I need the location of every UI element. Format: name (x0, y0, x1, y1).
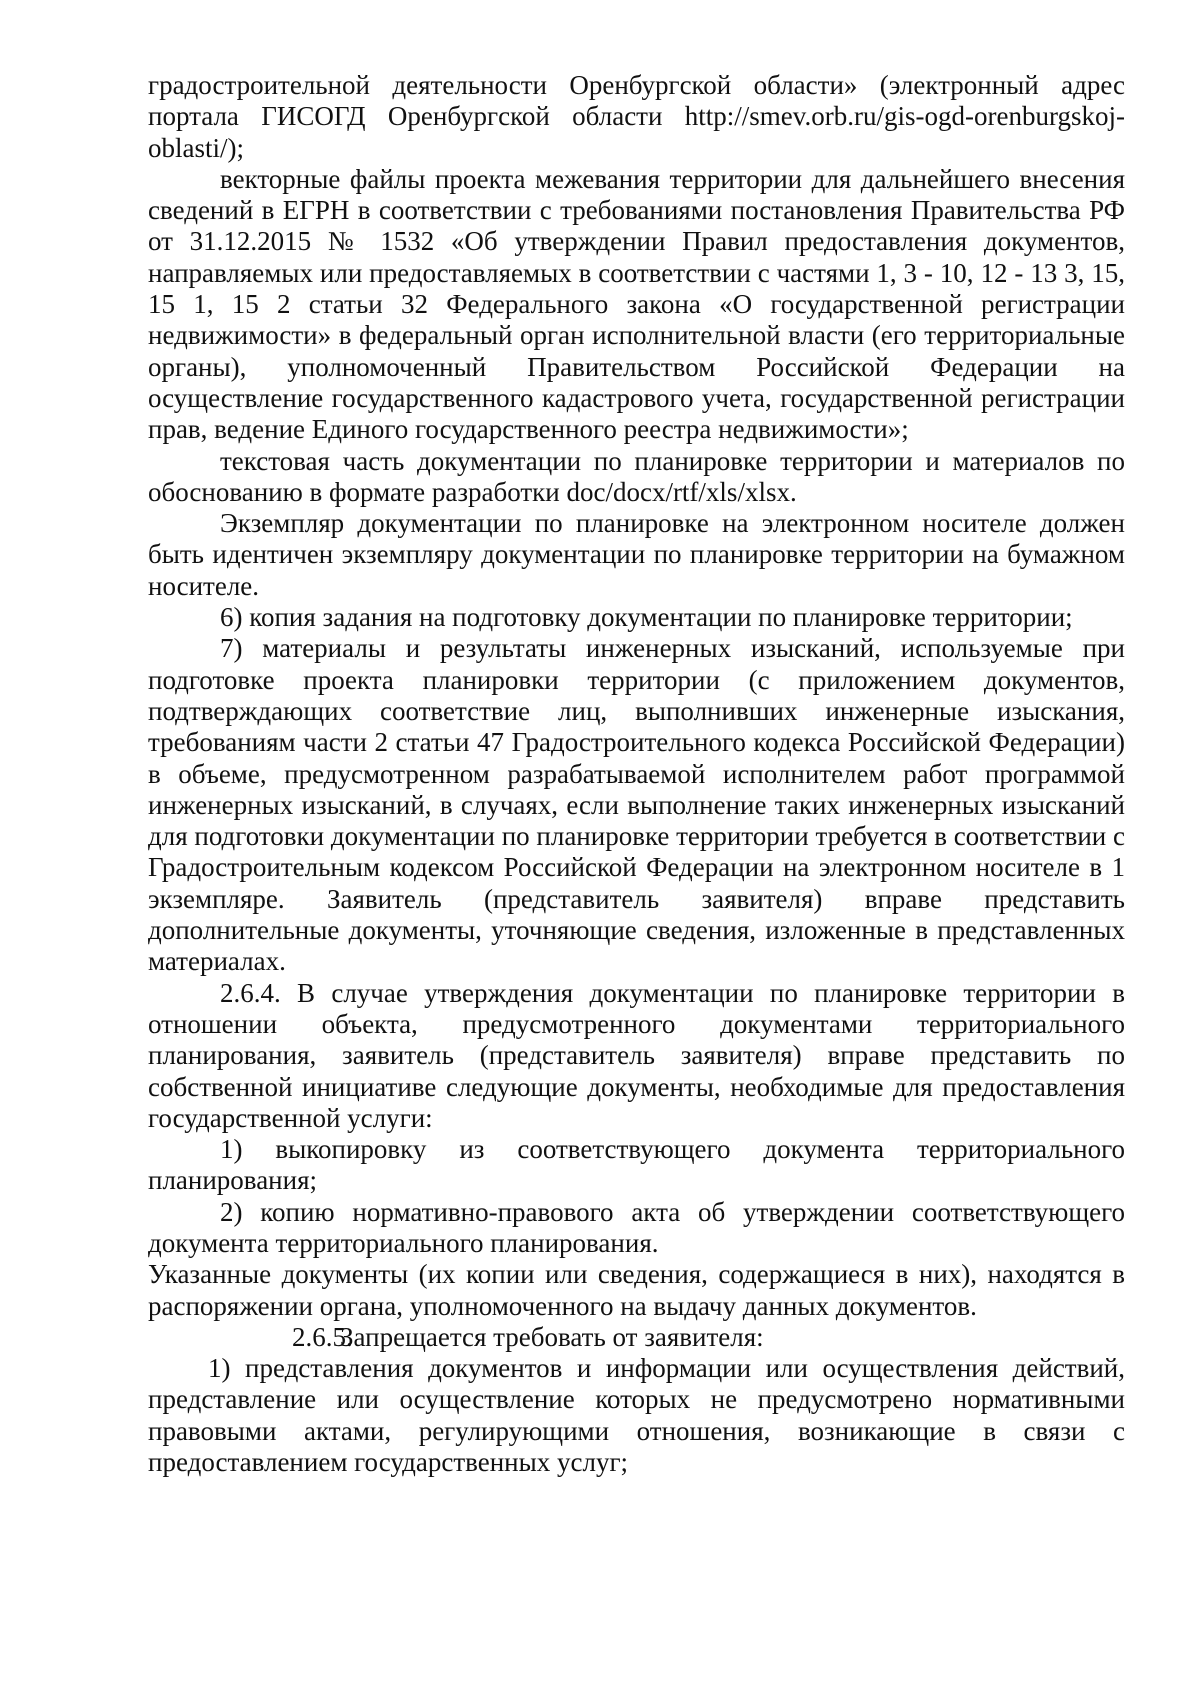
paragraph-item-2-copy: 2) копию нормативно-правового акта об утверждении соответствующего документа территориального планирования. (148, 1196, 1125, 1258)
paragraph-prohibition-1: 1) представления документов и информации или осуществления действий, представление или осуществление которых не предусмотрено нормативными правовыми актами, регулирующими отношения, возникающие в связи с предоставлением государственных услуг; (148, 1353, 1125, 1478)
paragraph-portal-address: градостроительной деятельности Оренбургской области» (электронный адрес портала ГИСОГД Оренбургской области http://smev.orb.ru/gis-ogd-orenburgskoj-oblasti/); (148, 70, 1125, 163)
paragraph-vector-files: векторные файлы проекта межевания территории для дальнейшего внесения сведений в ЕГРН в соответствии с требованиями постановления Правительства РФ от 31.12.2015 № 1532 «Об утверждении Правил предоставления документов, направляемых или предоставляемых в соответствии с частями 1, 3 - 10, 12 - 13 3, 15, 15 1, 15 2 статьи 32 Федерального закона «О государственной регистрации недвижимости» в федеральный орган исполнительной власти (его территориальные органы), уполномоченный Правительством Российской Федерации на осуществление государственного кадастрового учета, государственной регистрации прав, ведение Единого государственного реестра недвижимости»; (148, 163, 1125, 445)
paragraph-item-6: 6) копия задания на подготовку документации по планировке территории; (220, 602, 1073, 633)
section-number: 2.6.5. (292, 1321, 353, 1352)
paragraph-item-7: 7) материалы и результаты инженерных изысканий, используемые при подготовке проекта планировки территории (с приложением документов, подтверждающих соответствие лиц, выполнивших инженерные изыскания, требованиям части 2 статьи 47 Градостроительного кодекса Российской Федерации) в объеме, предусмотренном разрабатываемой исполнителем работ программой инженерных изысканий, в случаях, если выполнение таких инженерных изысканий для подготовки документации по планировке территории требуется в соответствии с Градостроительным кодексом Российской Федерации на электронном носителе в 1 экземпляре. Заявитель (представитель заявителя) вправе представить дополнительные документы, уточняющие сведения, изложенные в представленных материалах. (148, 633, 1125, 977)
paragraph-text-part: текстовая часть документации по планировке территории и материалов по обоснованию в формате разработки doc/docx/rtf/xls/xlsx. (148, 445, 1125, 507)
paragraph-item-1-extract: 1) выкопировку из соответствующего документа территориального планирования; (148, 1134, 1125, 1196)
paragraph-electronic-copy: Экземпляр документации по планировке на электронном носителе должен быть идентичен экземпляру документации по планировке территории на бумажном носителе. (148, 508, 1125, 601)
paragraph-section-2-6-4: 2.6.4. В случае утверждения документации по планировке территории в отношении объекта, предусмотренного документами территориального планирования, заявитель (представитель заявителя) вправе представить по собственной инициативе следующие документы, необходимые для предоставления государственной услуги: (148, 977, 1125, 1133)
section-heading-2-6-5 (148, 1322, 1125, 1353)
section-heading-text: Запрещается требовать от заявителя: (340, 1321, 764, 1352)
paragraph-documents-held: Указанные документы (их копии или сведения, содержащиеся в них), находятся в распоряжении органа, уполномоченного на выдачу данных документов. (148, 1259, 1125, 1321)
